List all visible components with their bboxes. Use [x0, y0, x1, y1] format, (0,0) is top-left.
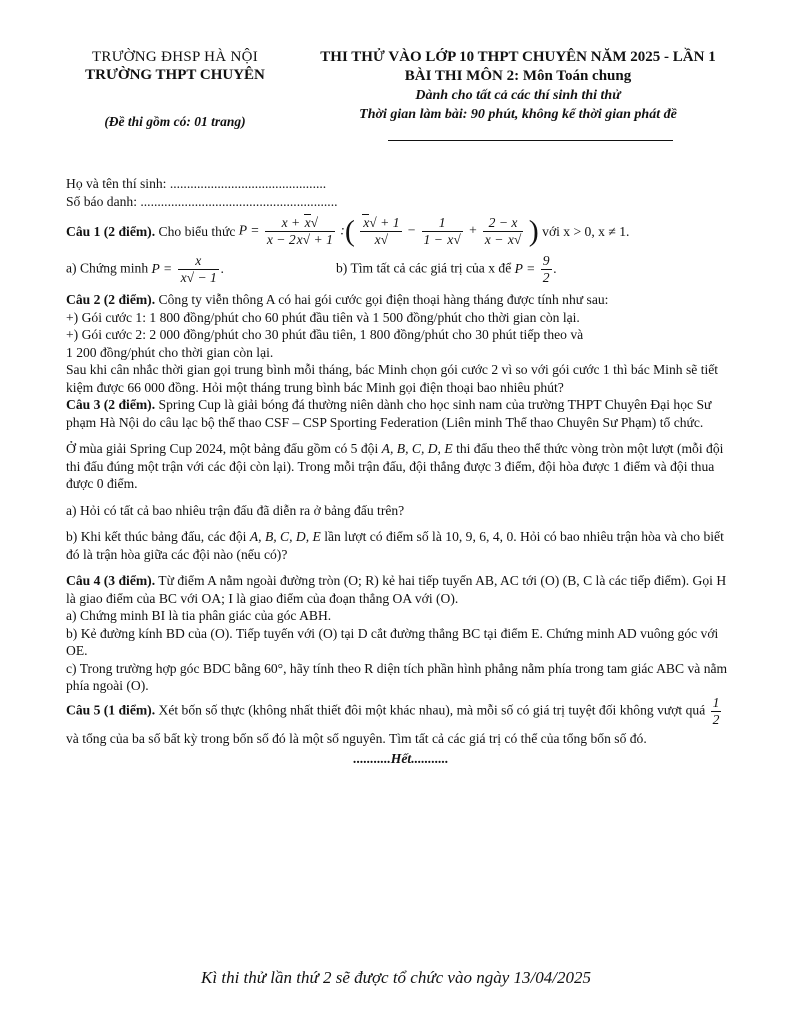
exam-title: THI THỬ VÀO LỚP 10 THPT CHUYÊN NĂM 2025 - LẦN 1	[320, 49, 716, 65]
question-1	[66, 215, 736, 248]
exam-subject: BÀI THI MÔN 2: Môn Toán chung	[404, 68, 632, 84]
q1-part-a: a) Chứng minh P = $\frac{x}{x√ - 1}$ .	[66, 253, 225, 285]
end-mark: ...........Hết...........	[353, 750, 449, 766]
candidate-name-line: Họ và tên thí sinh: ..............................................	[66, 176, 327, 191]
q3-title: Câu 3 (2 điểm).	[66, 397, 156, 412]
page-count: (Đề thi gồm có: 01 trang)	[104, 114, 246, 129]
q3-intro: Spring Cup là giải bóng đá thường niên dành cho học sinh nam của trường THPT Chuyên Đại học Sư phạm Hà Nội do câu lạc bộ thể thao CSF – CSP Sporting Federation (Liên minh Thể thao Chuyên Sư Phạm) tổ chức.	[66, 397, 712, 430]
exam-header	[292, 48, 744, 124]
q2-line-2: +) Gói cước 2: 2 000 đồng/phút cho 30 phút đầu tiên, 1 800 đồng/phút cho 30 phút tiếp theo và	[66, 327, 584, 342]
q3-paragraph-2: Ở mùa giải Spring Cup 2024, một bảng đấu gồm có 5 đội A, B, C, D, E thi đấu theo thể thức vòng tròn một lượt (mỗi đội thi đấu đúng một trận với các đội còn lại). Trong mỗi trận đấu, đội thắng được 3 điểm, đội hòa được 1 điểm và đội thua được 0 điểm.	[66, 441, 724, 491]
q2-title: Câu 2 (2 điểm).	[66, 292, 156, 307]
q4-intro: Từ điểm A nằm ngoài đường tròn (O; R) kẻ hai tiếp tuyến AB, AC tới (O) (B, C là các tiếp điểm). Gọi H là giao điểm của BC với OA; I là giao điểm của đoạn thẳng OA với (O).	[66, 573, 727, 606]
school-header	[60, 48, 290, 130]
candidate-id-line: Số báo danh: ..........................................................	[66, 193, 338, 209]
q1-condition: với x > 0, x ≠ 1.	[542, 223, 630, 239]
q2-line-1: +) Gói cước 1: 1 800 đồng/phút cho 60 phút đầu tiên và 1 500 đồng/phút cho thời gian còn lại.	[66, 309, 580, 325]
q2-intro: Công ty viễn thông A có hai gói cước gọi điện thoại hàng tháng được tính như sau:	[158, 292, 609, 307]
exam-content	[66, 175, 736, 767]
q4-title: Câu 4 (3 điểm).	[66, 573, 156, 588]
q2-line-3: 1 200 đồng/phút cho thời gian còn lại.	[66, 344, 274, 360]
school-name-2: TRƯỜNG THPT CHUYÊN	[85, 67, 265, 83]
q5-title: Câu 5 (1 điểm).	[66, 702, 156, 718]
q4-part-b: b) Kẻ đường kính BD của (O). Tiếp tuyến với (O) tại D cắt đường thẳng BC tại điểm E. Chứng minh AD vuông góc với OE.	[66, 625, 719, 658]
school-name-1: TRƯỜNG ĐHSP HÀ NỘI	[91, 49, 259, 65]
question-2	[66, 291, 736, 309]
q1-formula: P = $\frac{x + x√}{x - 2x√ + 1}$ :( $\frac{x√ + 1}{x√}$ − $\frac{1}{1 - x√}$ + $\frac{2 - x}{x - x√}$ )	[238, 214, 539, 248]
header-underline	[388, 140, 673, 141]
q4-part-c: c) Trong trường hợp góc BDC bằng 60°, hãy tính theo R diện tích phần hình phẳng nằm phía trong tam giác ABC và nằm phía ngoài (O).	[66, 660, 728, 693]
q4-part-a: a) Chứng minh BI là tia phân giác của góc ABH.	[66, 608, 332, 623]
question-3	[66, 396, 736, 431]
q1-text: Cho biểu thức	[158, 223, 236, 239]
exam-duration: Thời gian làm bài: 90 phút, không kể thời gian phát đề	[359, 107, 677, 122]
question-5: Câu 5 (1 điểm). Xét bốn số thực (không nhất thiết đôi một khác nhau), mà mỗi số có giá trị tuyệt đối không vượt quá $\frac{1}{2}$ và tổng của ba số bất kỳ trong bốn số đó là một số nguyên. Tìm tất cả các giá trị có thể của tổng bốn số đó.	[66, 694, 720, 746]
question-4	[66, 572, 736, 607]
q1-title: Câu 1 (2 điểm).	[66, 223, 156, 239]
exam-audience: Dành cho tất cả các thí sinh thi thử	[415, 88, 621, 103]
q2-question: Sau khi cân nhắc thời gian gọi trung bình mỗi tháng, bác Minh chọn gói cước 2 vì so với gói cước 1 thì bác Minh sẽ tiết kiệm được 66 000 đồng. Hỏi một tháng trung bình bác Minh gọi điện thoại bao nhiêu phút?	[66, 362, 719, 395]
q3-part-a: a) Hỏi có tất cả bao nhiêu trận đấu đã diễn ra ở bảng đấu trên?	[66, 502, 405, 518]
footer-note: Kì thi thử lần thứ 2 sẽ được tổ chức vào ngày 13/04/2025	[201, 968, 591, 987]
q3-part-b: b) Khi kết thúc bảng đấu, các đội A, B, C, D, E lần lượt có điểm số là 10, 9, 6, 4, 0. Hỏi có bao nhiêu trận hòa và cho biết đó là trận hòa giữa các đội nào (nếu có)?	[66, 529, 724, 562]
q1-part-b: b) Tìm tất cả các giá trị của x để P = $\frac{9}{2}$ .	[336, 253, 557, 285]
q1-parts	[66, 253, 736, 286]
